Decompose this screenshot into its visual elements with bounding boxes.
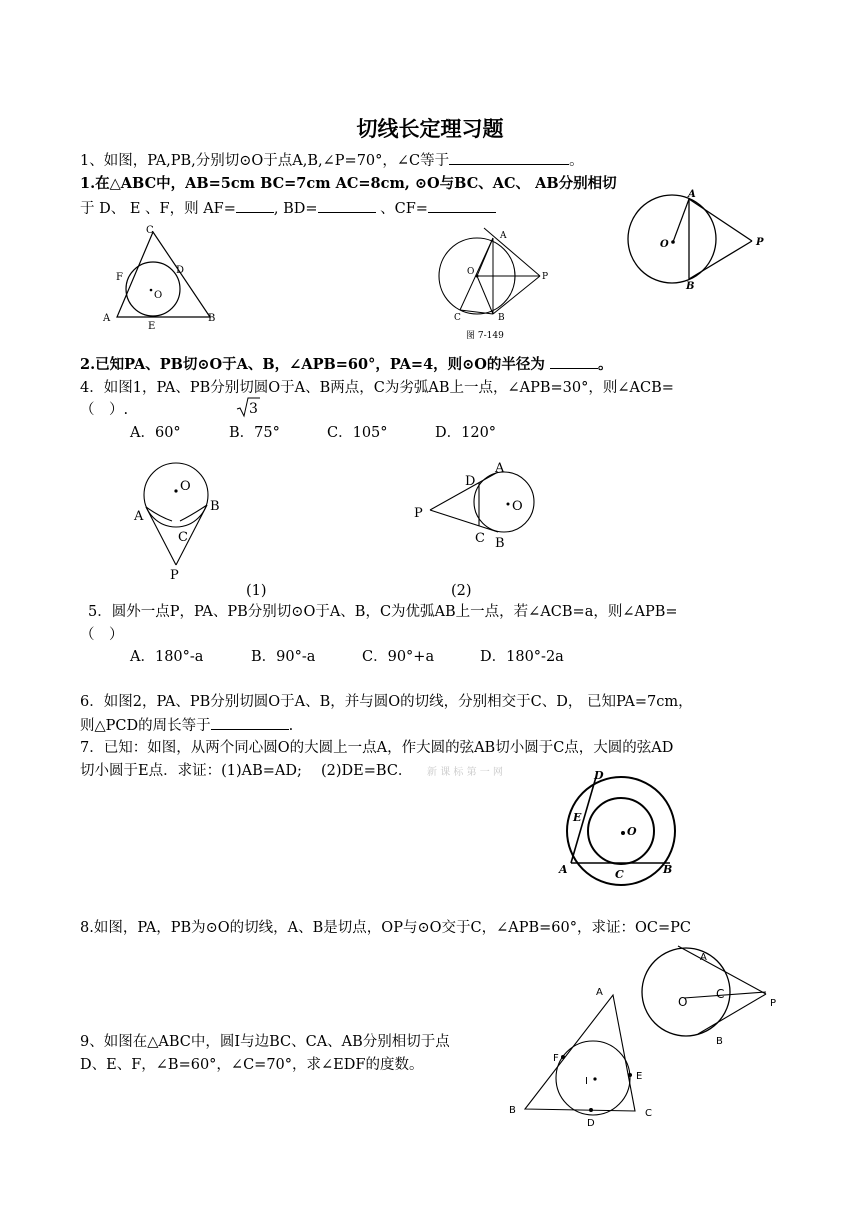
label-c: C [716, 987, 725, 1001]
label-b: B [716, 1036, 723, 1047]
label-o: O [154, 290, 163, 301]
label-b: B [663, 863, 673, 876]
question-1b-text-a: 于 D、 E 、F，则 AF= [80, 201, 236, 217]
sqrt-number: 3 [249, 401, 258, 417]
option-b[interactable]: B．90°-a [251, 649, 316, 665]
answer-blank[interactable] [449, 150, 569, 165]
label-d: D [594, 769, 604, 782]
question-1b-line1: 1.在△ABC中，AB=5cm BC=7cm AC=8cm, ⊙O与BC、AC、 AB分别相切 [80, 175, 617, 192]
label-f: F [553, 1053, 559, 1064]
label-d: D [176, 265, 185, 276]
answer-blank[interactable] [550, 354, 598, 369]
figure-1 [130, 465, 230, 583]
question-6-line1: 6．如图2，PA、PB分别切圆O于A、B，并与圆O的切线，分别相交于C、D， 已知PA=7cm， [80, 694, 693, 710]
label-e: E [573, 811, 582, 824]
page-title: 切线长定理习题 [356, 117, 504, 141]
label-c: C [615, 868, 624, 881]
question-9-line1: 9、如图在△ABC中，圆I与边BC、CA、AB分别相切于点 [80, 1034, 450, 1050]
question-1b-text-b: , BD= [273, 201, 318, 217]
label-p: P [414, 506, 423, 521]
label-a: A [700, 952, 707, 963]
question-4-line1: 4．如图1，PA、PB分别切圆O于A、B两点，C为劣弧AB上一点，∠APB=30°，则∠ACB= [80, 380, 674, 396]
label-p: P [756, 237, 764, 248]
question-1 [80, 150, 584, 171]
label-c: C [475, 531, 485, 546]
label-b: B [210, 499, 220, 514]
question-6-end: . [288, 718, 294, 734]
option-d[interactable]: D．120° [435, 425, 497, 441]
question-1-end: 。 [569, 153, 584, 169]
label-b: B [509, 1105, 516, 1116]
label-b: B [686, 281, 695, 292]
question-7-line2 [80, 761, 503, 783]
label-a: A [103, 313, 111, 324]
question-7-text: 切小圆于E点．求证：(1)AB=AD; (2)DE=BC． [80, 763, 413, 779]
label-a: A [688, 189, 696, 200]
answer-blank-cf[interactable] [428, 198, 496, 213]
figure-2 [410, 458, 550, 550]
label-p: P [542, 272, 549, 282]
option-a[interactable]: A．180°-a [130, 649, 204, 665]
question-1-text: 1、如图，PA,PB,分别切⊙O于点A,B,∠P=70°，∠C等于 [80, 153, 450, 169]
question-5-line2: （ ） [80, 627, 124, 643]
label-b: B [498, 313, 505, 323]
question-1b-line2 [80, 198, 496, 219]
label-a: A [559, 863, 568, 876]
option-b[interactable]: B．75° [229, 425, 280, 441]
answer-blank-bd[interactable] [318, 198, 376, 213]
label-o: O [660, 239, 669, 250]
figure-incircle-triangle [95, 222, 225, 332]
option-c[interactable]: C．105° [327, 425, 388, 441]
label-a: A [134, 509, 144, 524]
option-c[interactable]: C．90°+a [362, 649, 435, 665]
figure-caption: 图 7-149 [466, 331, 504, 341]
question-8: 8.如图，PA，PB为⊙O的切线，A、B是切点，OP与⊙O交于C，∠APB=60°，求证：OC=PC [80, 920, 691, 936]
question-2-text: 2.已知PA、PB切⊙O于A、B，∠APB=60°，PA=4，则⊙O的半径为 [80, 356, 550, 373]
label-p: P [770, 998, 777, 1009]
label-c: C [146, 225, 154, 236]
label-o: O [627, 825, 637, 838]
question-4-line2: （ ）. [80, 402, 129, 418]
label-e: E [636, 1071, 643, 1082]
figure-2-caption: (2) [451, 583, 472, 599]
label-b: B [208, 313, 216, 324]
label-a: A [596, 987, 603, 998]
question-9-line2: D、E、F，∠B=60°，∠C=70°，求∠EDF的度数。 [80, 1057, 424, 1073]
label-a: A [500, 231, 507, 241]
question-6-text: 则△PCD的周长等于 [80, 718, 211, 734]
option-d[interactable]: D．180°-2a [480, 649, 564, 665]
label-c: C [454, 313, 461, 323]
label-d: D [587, 1118, 595, 1129]
label-b: B [495, 536, 505, 551]
label-o: O [467, 267, 475, 277]
option-a[interactable]: A．60° [130, 425, 181, 441]
label-a: A [495, 461, 505, 476]
label-o: O [180, 479, 191, 494]
question-2 [80, 354, 612, 375]
figure-1-caption: (1) [246, 583, 267, 599]
figure-q9-incircle [505, 983, 665, 1131]
answer-blank[interactable] [211, 715, 289, 730]
answer-blank-af[interactable] [236, 198, 274, 213]
figure-q1-tangents [620, 185, 770, 295]
question-7-line1: 7．已知：如图，从两个同心圆O的大圆上一点A，作大圆的弦AB切小圆于C点，大圆的弦AD [80, 740, 674, 756]
figure-7-149 [430, 226, 560, 344]
label-c: C [178, 530, 188, 545]
label-e: E [148, 321, 156, 332]
label-i: I [585, 1076, 588, 1087]
faint-watermark-text: 新 课 标 第 一 网 [427, 767, 503, 778]
label-d: D [465, 474, 476, 489]
sqrt-symbol [236, 396, 262, 418]
label-o: O [512, 499, 523, 514]
figure-q7-concentric [556, 765, 686, 890]
label-c: C [645, 1108, 652, 1119]
label-o: O [678, 995, 688, 1009]
question-5-line1: 5．圆外一点P，PA、PB分别切⊙O于A、B，C为优弧AB上一点，若∠ACB=a，则∠APB= [88, 604, 678, 620]
label-f: F [116, 272, 123, 283]
question-6-line2 [80, 715, 293, 736]
label-p: P [170, 568, 179, 583]
question-2-end: 。 [597, 356, 613, 373]
question-1b-text-c: 、CF= [375, 201, 428, 217]
